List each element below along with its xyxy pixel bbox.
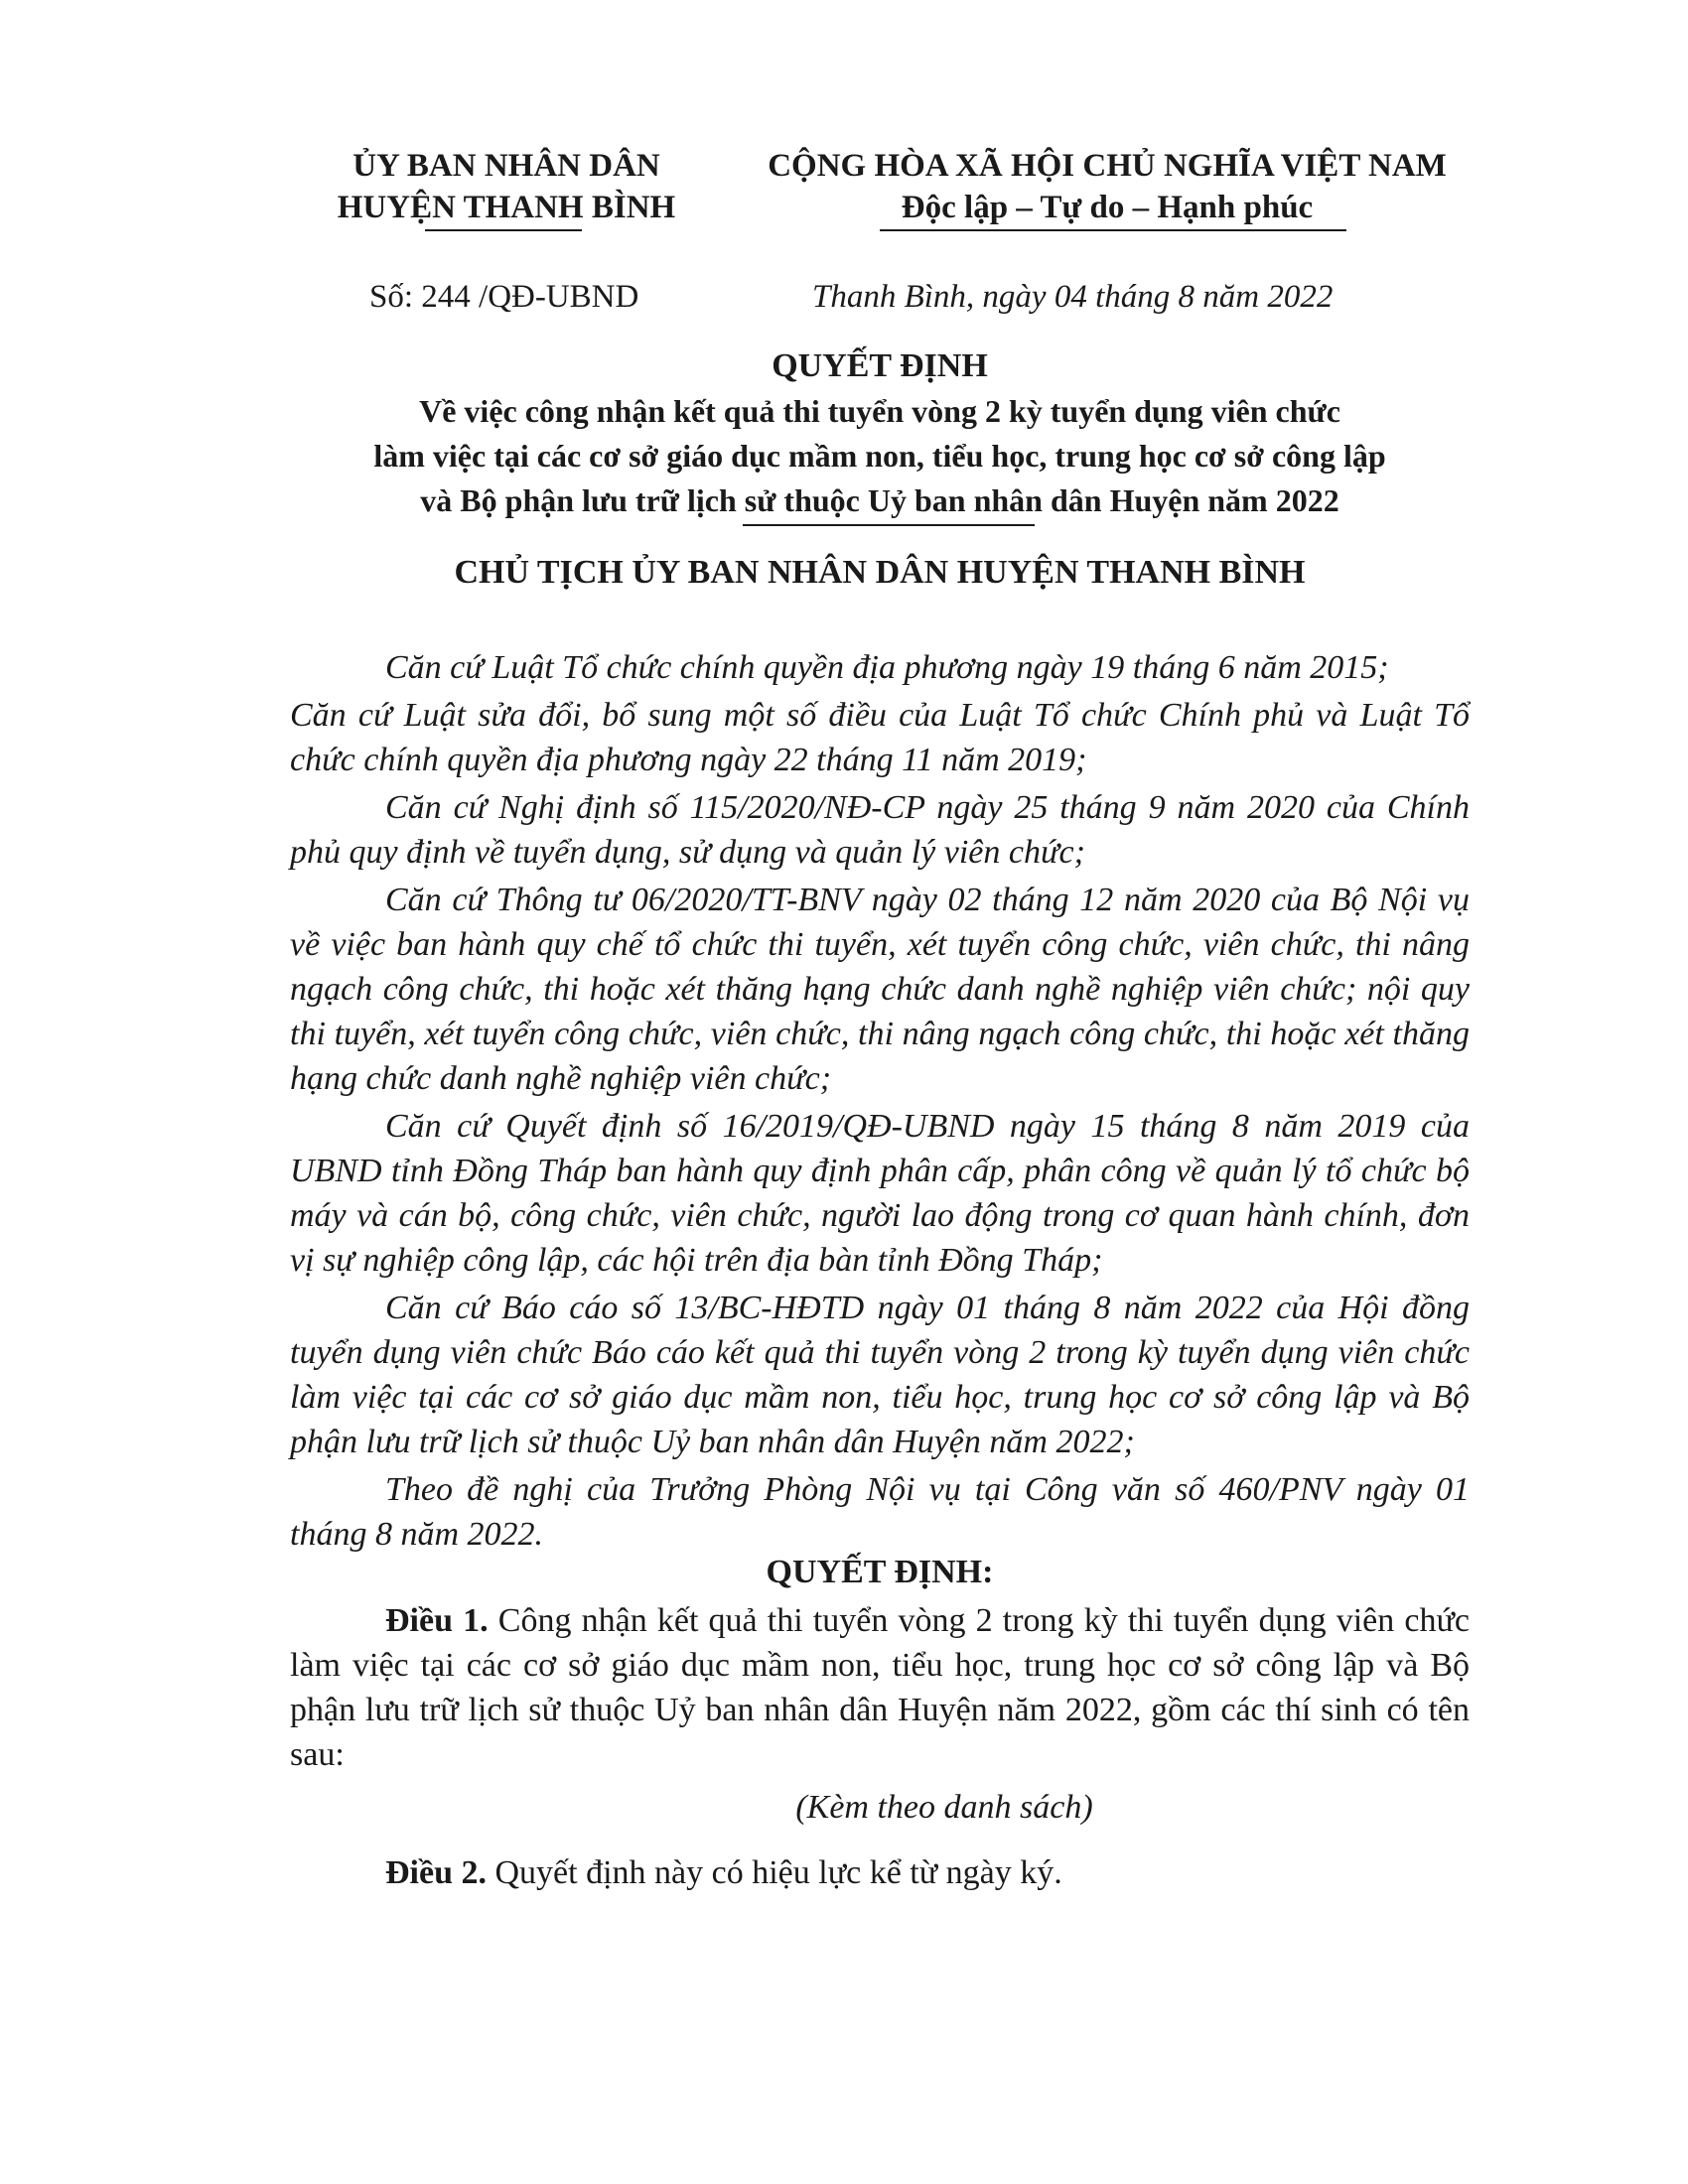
legal-basis-item: Theo đề nghị của Trưởng Phòng Nội vụ tại Công văn số 460/PNV ngày 01 tháng 8 năm 2022. (290, 1471, 1470, 1553)
article-2 (290, 1850, 1470, 1895)
legal-basis-item: Căn cứ Nghị định số 115/2020/NĐ-CP ngày 25 tháng 9 năm 2020 của Chính phủ quy định về tuyển dụng, sử dụng và quản lý viên chức; (290, 789, 1470, 871)
motto-underline (880, 229, 1346, 231)
title-subject-line3: và Bộ phận lưu trữ lịch sử thuộc Uỷ ban nhân dân Huyện năm 2022 (420, 482, 1339, 518)
article-2-text: Quyết định này có hiệu lực kể từ ngày ký. (487, 1854, 1062, 1891)
title-subject (248, 389, 1511, 523)
agency-name (328, 145, 685, 228)
attachment-note: (Kèm theo danh sách) (795, 1789, 1093, 1826)
title-underline (743, 524, 1035, 526)
national-title (740, 145, 1475, 228)
document-number: Số: 244 /QĐ-UBND (369, 279, 639, 315)
legal-basis-item: Căn cứ Báo cáo số 13/BC-HĐTD ngày 01 tháng 8 năm 2022 của Hội đồng tuyển dụng viên chức Báo cáo kết quả thi tuyển vòng 2 trong kỳ tuyển dụng viên chức làm việc tại các cơ sở giáo dục mầm non, tiểu học, trung học cơ sở công lập và Bộ phận lưu trữ lịch sử thuộc Uỷ ban nhân dân Huyện năm 2022; (290, 1290, 1470, 1460)
agency-line2: HUYỆN THANH BÌNH (337, 190, 676, 225)
article-2-label: Điều 2. (385, 1854, 487, 1891)
legal-basis-item: Căn cứ Quyết định số 16/2019/QĐ-UBND ngày 15 tháng 8 năm 2019 của UBND tỉnh Đồng Tháp ban hành quy định phân cấp, phân công về quản lý tổ chức bộ máy và cán bộ, công chức, viên chức, người lao động trong cơ quan hành chính, đơn vị sự nghiệp công lập, các hội trên địa bàn tỉnh Đồng Tháp; (290, 1108, 1470, 1279)
article-1-label: Điều 1. (385, 1602, 489, 1639)
article-1 (290, 1598, 1470, 1830)
legal-bases (290, 645, 1470, 1560)
decision-heading: QUYẾT ĐỊNH: (766, 1554, 994, 1590)
agency-line1: ỦY BAN NHÂN DÂN (352, 148, 660, 184)
issuing-authority: CHỦ TỊCH ỦY BAN NHÂN DÂN HUYỆN THANH BÌNH (454, 554, 1306, 591)
title-subject-line2: làm việc tại các cơ sở giáo dục mầm non, tiểu học, trung học cơ sở công lập (373, 438, 1386, 474)
national-motto: Độc lập – Tự do – Hạnh phúc (901, 190, 1314, 225)
legal-basis-item: Căn cứ Luật Tổ chức chính quyền địa phương ngày 19 tháng 6 năm 2015; (385, 649, 1389, 686)
document-title: QUYẾT ĐỊNH (772, 347, 988, 384)
national-title-line1: CỘNG HÒA XÃ HỘI CHỦ NGHĨA VIỆT NAM (768, 148, 1447, 184)
title-subject-line1: Về việc công nhận kết quả thi tuyển vòng 2 kỳ tuyển dụng viên chức (419, 393, 1340, 429)
legal-basis-item: Căn cứ Luật sửa đổi, bổ sung một số điều của Luật Tổ chức Chính phủ và Luật Tổ chức chính quyền địa phương ngày 22 tháng 11 năm 2019; (290, 697, 1470, 778)
agency-underline (425, 229, 582, 231)
article-2-paragraph (290, 1850, 1470, 1895)
legal-basis-item: Căn cứ Thông tư 06/2020/TT-BNV ngày 02 tháng 12 năm 2020 của Bộ Nội vụ về việc ban hành quy chế tổ chức thi tuyển, xét tuyển công chức, viên chức, thi nâng ngạch công chức, thi hoặc xét thăng hạng chức danh nghề nghiệp viên chức; nội quy thi tuyển, xét tuyển công chức, viên chức, thi nâng ngạch công chức, thi hoặc xét thăng hạng chức danh nghề nghiệp viên chức; (290, 882, 1470, 1097)
place-date: Thanh Bình, ngày 04 tháng 8 năm 2022 (812, 279, 1334, 315)
article-1-paragraph (290, 1598, 1470, 1777)
article-1-text: Công nhận kết quả thi tuyển vòng 2 trong kỳ thi tuyển dụng viên chức làm việc tại các cơ sở giáo dục mầm non, tiểu học, trung học cơ sở công lập và Bộ phận lưu trữ lịch sử thuộc Uỷ ban nhân dân Huyện năm 2022, gồm các thí sinh có tên sau: (290, 1602, 1471, 1773)
